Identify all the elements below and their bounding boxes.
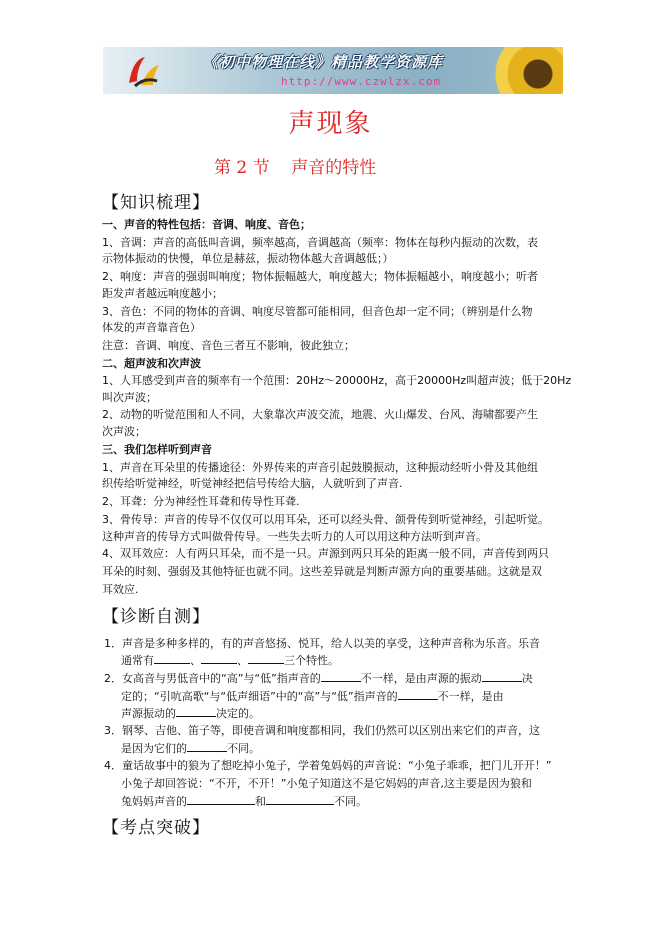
knowledge-line: 3、音色：不同的物体的音调、响度尽管都可能相同，但音色却一定不同；（辨别是什么物 (102, 305, 533, 318)
knowledge-line: 示物体振动的快慢，单位是赫兹，振动物体越大音调越低；） (102, 252, 394, 265)
answer-blank[interactable] (482, 671, 522, 682)
question-text: 和 (255, 795, 266, 808)
question-text: 决 (521, 672, 533, 685)
question-1 (104, 635, 540, 651)
heading-diagnosis: 【诊断自测】 (102, 607, 210, 627)
question-text: 、 (237, 654, 248, 667)
knowledge-line: 二、超声波和次声波 (102, 357, 201, 370)
question-text: 三个特性。 (284, 654, 339, 667)
question-2-line-3 (121, 705, 260, 721)
knowledge-line: 2、耳聋：分为神经性耳聋和传导性耳聋. (102, 495, 300, 508)
answer-blank[interactable] (176, 706, 216, 717)
answer-blank[interactable] (201, 653, 237, 664)
question-text: 不同。 (227, 742, 260, 755)
knowledge-line: 这种声音的传导方式叫做骨传导。一些失去听力的人可以用这种方法听到声音。 (102, 530, 487, 543)
question-2 (104, 670, 533, 686)
knowledge-line: 1、人耳感受到声音的频率有一个范围：20Hz～20000Hz，高于20000Hz叫超声波；低于20Hz (102, 374, 572, 387)
knowledge-line: 距发声者越远响度越小； (102, 287, 223, 300)
page-title: 声现象 (288, 109, 373, 139)
question-4 (104, 757, 551, 773)
question-2-line-2 (121, 688, 504, 704)
knowledge-line: 三、我们怎样听到声音 (102, 443, 212, 456)
knowledge-line: 1、声音在耳朵里的传播途径：外界传来的声音引起鼓膜振动，这种振动经听小骨及其他组 (102, 461, 538, 474)
question-text: 通常有 (121, 654, 154, 667)
question-text: 声源振动的 (121, 707, 176, 720)
question-text: 是因为它们的 (121, 742, 187, 755)
question-text: 不一样，是由声源的振动 (360, 672, 482, 685)
question-4-line-2 (121, 775, 532, 791)
answer-blank[interactable] (187, 794, 255, 805)
question-text: 决定的。 (216, 707, 260, 720)
question-text: 3．钢琴、吉他、笛子等，即使音调和响度都相同，我们仍然可以区别出来它们的声音，这 (104, 724, 540, 737)
question-text: 2．女高音与男低音中的“高”与“低”指声音的 (104, 672, 321, 685)
answer-blank[interactable] (266, 794, 334, 805)
knowledge-line: 耳效应. (102, 583, 139, 596)
knowledge-line: 2、动物的听觉范围和人不同，大象靠次声波交流，地震、火山爆发、台风、海啸都要产生 (102, 408, 538, 421)
question-4-line-3 (121, 793, 367, 809)
question-1-blanks (121, 652, 339, 668)
banner-title: 《初中物理在线》精品教学资源库 (203, 53, 444, 71)
question-text: 兔妈妈声音的 (121, 795, 187, 808)
question-text: 、 (190, 654, 201, 667)
site-banner (103, 47, 563, 94)
knowledge-line: 织传给听觉神经，听觉神经把信号传给大脑，人就听到了声音. (102, 477, 403, 490)
question-3-line-2 (121, 740, 260, 756)
knowledge-line: 4、双耳效应：人有两只耳朵，而不是一只。声源到两只耳朵的距离一般不同，声音传到两只 (102, 547, 549, 560)
heading-knowledge: 【知识梳理】 (102, 193, 210, 213)
knowledge-line: 一、声音的特性包括：音调、响度、音色； (102, 218, 311, 231)
question-text: 小兔子却回答说：“不开，不开！”小兔子知道这不是它妈妈的声音,这主要是因为狼和 (121, 777, 532, 790)
question-text: 1．声音是多种多样的，有的声音悠扬、悦耳，给人以美的享受，这种声音称为乐音。乐音 (104, 637, 540, 650)
knowledge-line: 2、响度：声音的强弱叫响度；物体振幅越大，响度越大；物体振幅越小，响度越小；听者 (102, 270, 538, 283)
question-text: 不同。 (334, 795, 367, 808)
answer-blank[interactable] (248, 653, 284, 664)
banner-url[interactable]: http://www.czwlzx.com (281, 75, 442, 88)
knowledge-line: 3、骨传导：声音的传导不仅仅可以用耳朵，还可以经头骨、颌骨传到听觉神经，引起听觉。 (102, 513, 549, 526)
heading-breakthrough: 【考点突破】 (102, 818, 210, 838)
knowledge-line: 叫次声波； (102, 391, 157, 404)
knowledge-line: 耳朵的时刻、强弱及其他特征也就不同。这些差异就是判断声源方向的重要基础。这就是双 (102, 565, 542, 578)
sunflower-image (493, 47, 563, 94)
knowledge-line: 体发的声音靠音色） (102, 321, 201, 334)
question-text: 4．童话故事中的狼为了想吃掉小兔子，学着兔妈妈的声音说：“小兔子乖乖，把门儿开开！” (104, 759, 552, 772)
question-3 (104, 722, 540, 738)
question-text: 定的；“引吭高歌“与“低声细语”中的“高”与“低”指声音的 (121, 690, 398, 703)
knowledge-line: 1、音调：声音的高低叫音调，频率越高，音调越高（频率：物体在每秒内振动的次数，表 (102, 236, 538, 249)
answer-blank[interactable] (398, 689, 438, 700)
knowledge-line: 次声波； (102, 425, 146, 438)
knowledge-line: 注意：音调、响度、音色三者互不影响，彼此独立； (102, 339, 355, 352)
site-logo-icon (123, 53, 163, 89)
question-text: 不一样，是由 (437, 690, 504, 703)
section-subtitle: 第 2 节 声音的特性 (214, 158, 377, 178)
answer-blank[interactable] (154, 653, 190, 664)
answer-blank[interactable] (321, 671, 361, 682)
answer-blank[interactable] (187, 741, 227, 752)
